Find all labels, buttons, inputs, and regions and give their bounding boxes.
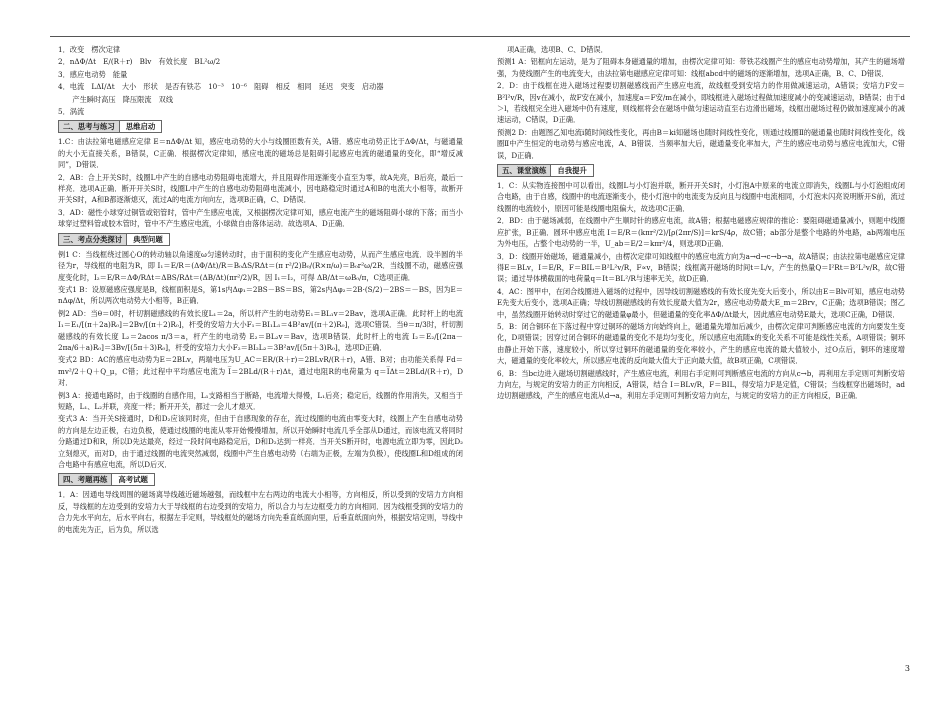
paragraph: 1．A：因通电导线周围的磁场离导线越近磁场越强，而线框中左右两边的电流大小相等，方向相反，所以受到的安培力方向相反，导线框的左边受到的安培力大于导线框的右边受到的安培力，所以合力与左边框受力的方向相同．因为线框受到的安培力的合力先水平向左，后水平向右，根据左手定则，导线框处的磁场方向先垂直纸面向里，后垂直纸面向外，根据安培定则，导线中的电流先为正，后为负，所以选 xyxy=(58,490,463,534)
answer-line: 5．涡流 xyxy=(58,107,85,117)
section-header xyxy=(58,233,463,246)
section-title: 典型问题 xyxy=(127,233,170,246)
section-title: 自我提升 xyxy=(551,164,594,177)
paragraph: 例1 C：当线框绕过圆心O的转动轴以角速度ω匀速转动时，由于面积的变化产生感应电动势，从而产生感应电流．设半圆的半径为r，导线框的电阻为R，即 I₁＝E/R＝(ΔΦ/Δt)/R＝B₀ΔS/RΔt＝(π r²/2)B₀/(R×π/ω)＝B₀r²ω/2R．当线圈不动，磁感应强度变化时，I₂＝E/R＝ΔΦ/RΔt＝ΔBS/RΔt＝(ΔB/Δt)(πr²/2)/R，因 I₁＝I₂，可得 ΔB/Δt＝ωB₀/π，C选项正确． xyxy=(58,249,463,282)
left-column xyxy=(58,44,463,536)
section-header xyxy=(58,473,463,486)
answer-line: 1．改变 楞次定律 xyxy=(58,45,121,54)
paragraph: 6．B：当bc边进入磁场切割磁感线时，产生感应电流，利用右手定则可判断感应电流的方向从c→b，再利用左手定则可判断安培力向左，与规定的安培力的正方向相反，A错误，结合 I＝BLv/R，F＝BIL，得安培力F是定值，C错误；当线框穿出磁场时，ad边切割磁感线，产生的感应电流从d→a，利用左手定则可判断安培力向左，与规定的安培力的正方向相反，B正确． xyxy=(497,368,905,401)
paragraph: 例2 AD：当θ＝0时，杆切割磁感线的有效长度L₁＝2a，所以杆产生的电动势E₁＝BL₁v＝2Bav，选项A正确．此时杆上的电流 I₁＝E₁/[(π＋2a)R₀]＝2Bv/[(π＋2)R₀]，杆受的安培力大小F₁＝BI₁L₁＝4B²av/[(π＋2)R₀]，选项C错误．当θ＝π/3时，杆切割磁感线的有效长度 L₂＝2acos π/3＝a，杆产生的电动势 E₂＝BL₂v＝Bav，选项B错误．此时杆上的电流 I₂＝E₂/[(2πa－2πa/6＋a)R₀]＝3Bv/[(5π＋3)R₀]，杆受的安培力大小F₂＝BI₂L₂＝3B²av/[(5π＋3)R₀]，选项D正确． xyxy=(58,308,463,352)
section-header xyxy=(497,164,905,177)
answer-line: 4．电流 LΔI/Δt 大小 形状 是否有铁芯 10⁻³ 10⁻⁶ 阻碍 相反 相同 延迟 突变 启动器 xyxy=(58,82,384,92)
paragraph: 变式3 A：当开关S接通时，D和D₂应该同时亮，但由于自感现象的存在，流过线圈的电流由零变大时，线圈上产生自感电动势的方向是左边正极，右边负极，使通过线圈的电流从零开始慢慢增加，所以开始瞬时电流几乎全部从D通过，而该电流又将同时分路通过D和R，所以D先达最亮，经过一段时间电路稳定后，D和D₂达到一样亮．当开关S断开时，电源电流立即为零，因此D₂立刻熄灭，而对D，由于通过线圈的电流突然减弱，线圈中产生自感电动势（右端为正极，左端为负极），使线圈L和D组成的闭合电路中有感应电流，所以D后灭． xyxy=(58,414,463,469)
section-tag: 二、思考与练习 xyxy=(58,120,120,133)
answer-line: 产生瞬时高压 降压限流 双线 xyxy=(58,94,174,104)
section-title: 思维启动 xyxy=(120,120,163,133)
top-rule xyxy=(50,36,910,37)
section-tag: 三、考点分类探讨 xyxy=(58,233,127,246)
paragraph: 项A正确，选项B、C、D错误． xyxy=(507,45,608,54)
paragraph: 5．B：闭合铜环在下落过程中穿过铜环的磁场方向始终向上，磁通量先增加后减少，由楞次定律可判断感应电流的方向要发生变化，D项错误；因穿过闭合铜环的磁通量的变化不是均匀变化，所以感应电流随x的变化关系不可能是线性关系，A项错误；铜环由静止开始下落，速度较小，所以穿过铜环的磁通量的变化率较小，产生的感应电流的最大值较小，过O点后，铜环的速度增大，磁通量的变化率较大，所以感应电流的反向最大值大于正向最大值，故B项正确，C项错误． xyxy=(497,321,905,366)
paragraph: 变式1 B：设原磁感应强度是B，线框面积是S，第1s内Δφ₁＝2BS－BS＝BS，第2s内Δφ₂＝2B·(S/2)－2BS＝－BS，因为E＝nΔφ/Δt，所以两次电动势大小相等，B正确． xyxy=(58,284,463,306)
paragraph: 预测2 D：由题图乙知电流i随时间线性变化，再由B＝ki知磁场也随时间线性变化，则通过线圈Ⅱ的磁通量也随时间线性变化，线圈Ⅱ中产生恒定的电动势与感应电流，A、B错误．当频率加大后，磁通量变化率加大，产生的感应电动势与感应电流加大，C错误，D正确． xyxy=(497,127,905,160)
section-title: 高考试题 xyxy=(112,473,155,486)
section-tag: 四、考题再练 xyxy=(58,473,112,486)
paragraph: 1．C：从实物连接图中可以看出，线圈L与小灯泡并联，断开开关S时，小灯泡A中原来的电流立即消失，线圈L与小灯泡组成闭合电路，由于自感，线圈中的电流逐渐变小，使小灯泡中的电流变为反向且与线圈中电流相同，小灯泡未闪亮说明断开S前，流过线圈的电流较小，原因可能是线圈电阻偏大，故选项C正确． xyxy=(497,181,905,213)
paragraph: 变式2 BD：AC的感应电动势为E＝2BLv，两端电压为U_AC＝ER/(R＋r)＝2BLvR/(R＋r)，A错、B对；由功能关系得 Fd＝mv²/2＋Q＋Q_μ，C错；此过程中平均感应电流为 I̅＝2BLd/(R＋r)Δt，通过电阻R的电荷量为 q＝I̅Δt＝2BLd/(R＋r)，D对． xyxy=(58,355,463,388)
answer-line: 2．nΔΦ/Δt E/(R＋r) Blv 有效长度 BL²ω/2 xyxy=(58,57,221,67)
paragraph: 例3 A：接通电路时，由于线圈的自感作用，L₁支路相当于断路，电流增大得慢，L₁后亮；稳定后，线圈的作用消失，又相当于短路，L₁、L₂并联，亮度一样；断开开关，都过一会儿才熄灭． xyxy=(58,390,463,411)
paragraph: 2．AB：合上开关S时，线圈L中产生的自感电动势阻碍电流增大，并且阻碍作用逐渐变小直至为零，故A先亮，B后亮，最后一样亮．选项A正确．断开开关S时，线圈L中产生的自感电动势阻碍电流减小，因电路稳定时通过A和B的电流大小相等，故断开开关S时，A和B都逐渐熄灭，流过A的电流方向向左，选项B正确，C、D错误． xyxy=(58,172,463,205)
page-number: 3 xyxy=(904,664,910,673)
paragraph: 3．AD：磁性小球穿过铜管或铝管时，管中产生感应电流，又根据楞次定律可知，感应电流产生的磁场阻碍小球的下落；而当小球穿过塑料管或胶木管时，管中不产生感应电流，小球做自由落体运动．故选项A、D正确． xyxy=(58,207,463,229)
paragraph: 2．D：由于线框在进入磁场过程要切割磁感线而产生感应电流，故线框受到安培力的作用做减速运动，A错误；安培力F安＝B²l²v/R，因v在减小，故F安在减小，加速度a＝F安/m在减小，即线框进入磁场过程做加速度减小的变减速运动，B错误；由于d＞l，若线框完全进入磁场中仍有速度，则线框将会在磁场中做匀速运动直至右边滑出磁场，线框出磁场过程仍做加速度减小的减速运动，C错误，D正确． xyxy=(497,81,905,125)
paragraph: 预测1 A：铝框向左运动，是为了阻碍本身磁通量的增加，由楞次定律可知：带铁芯线圈产生的感应电动势增加，其产生的磁场增强，为使线圈产生的电流变大，由法拉第电磁感应定律可知：线框abcd中的磁场的逐渐增加，选项A正确，B、C、D错误． xyxy=(497,57,905,78)
right-column xyxy=(497,44,905,403)
answer-line: 3．感应电动势 能量 xyxy=(58,69,128,79)
paragraph: 2．BD：由于磁场减弱，在线圈中产生顺时针的感应电流，故A错；根据电磁感应规律的推论：要阻碍磁通量减小，则题中线圈应扩张，B正确．圆环中感应电流 I＝E/R＝(kπr²/2)/[ρ(2πr/S)]＝krS/4ρ，故C错；ab部分是整个电路的外电路，ab两端电压为外电压，占整个电动势的一半，U_ab＝E/2＝kπr²/4，则选项D正确． xyxy=(497,216,905,249)
paragraph: 3．D：线圈开始磁场，磁通量减小，由楞次定律可知线框中的感应电流方向为a→d→c→b→a，故A错误；由法拉第电磁感应定律得E＝BLv，I＝E/R，F＝BIL＝B²L²v/R，F∝v，B错误；线框离开磁场的时间t＝L/v，产生的热量Q＝I²Rt＝B²L²v/R，故C错误；通过导体横截面的电荷量q＝It＝BL²/R与速率无关，故D正确． xyxy=(497,251,905,284)
paragraph: 1.C：由法拉第电磁感应定律 E＝nΔΦ/Δt 知，感应电动势的大小与线圈匝数有关，A错．感应电动势正比于ΔΦ/Δt，与磁通量的大小无直接关系，B错误，C正确．根据楞次定律知，感应电流的磁场总是阻碍引起感应电流的磁通量的变化，即“增反减同”，D错误． xyxy=(58,137,463,170)
paragraph: 4．AC：图甲中，在闭合线圈进入磁场的过程中，因导线切割磁感线的有效长度先变大后变小，所以由E＝Blv可知，感应电动势E先变大后变小，选项A正确；导线切割磁感线的有效长度最大值为2r，感应电动势最大E_m＝2Brv，C正确；选项B错误；图乙中，虽然线圈开始转动时穿过它的磁通量φ最小，但磁通量的变化率ΔΦ/Δt最大，因此感应电动势E最大，选项C正确，D错误． xyxy=(497,286,905,319)
section-header xyxy=(58,120,463,133)
section-tag: 五、课堂演练 xyxy=(497,164,551,177)
